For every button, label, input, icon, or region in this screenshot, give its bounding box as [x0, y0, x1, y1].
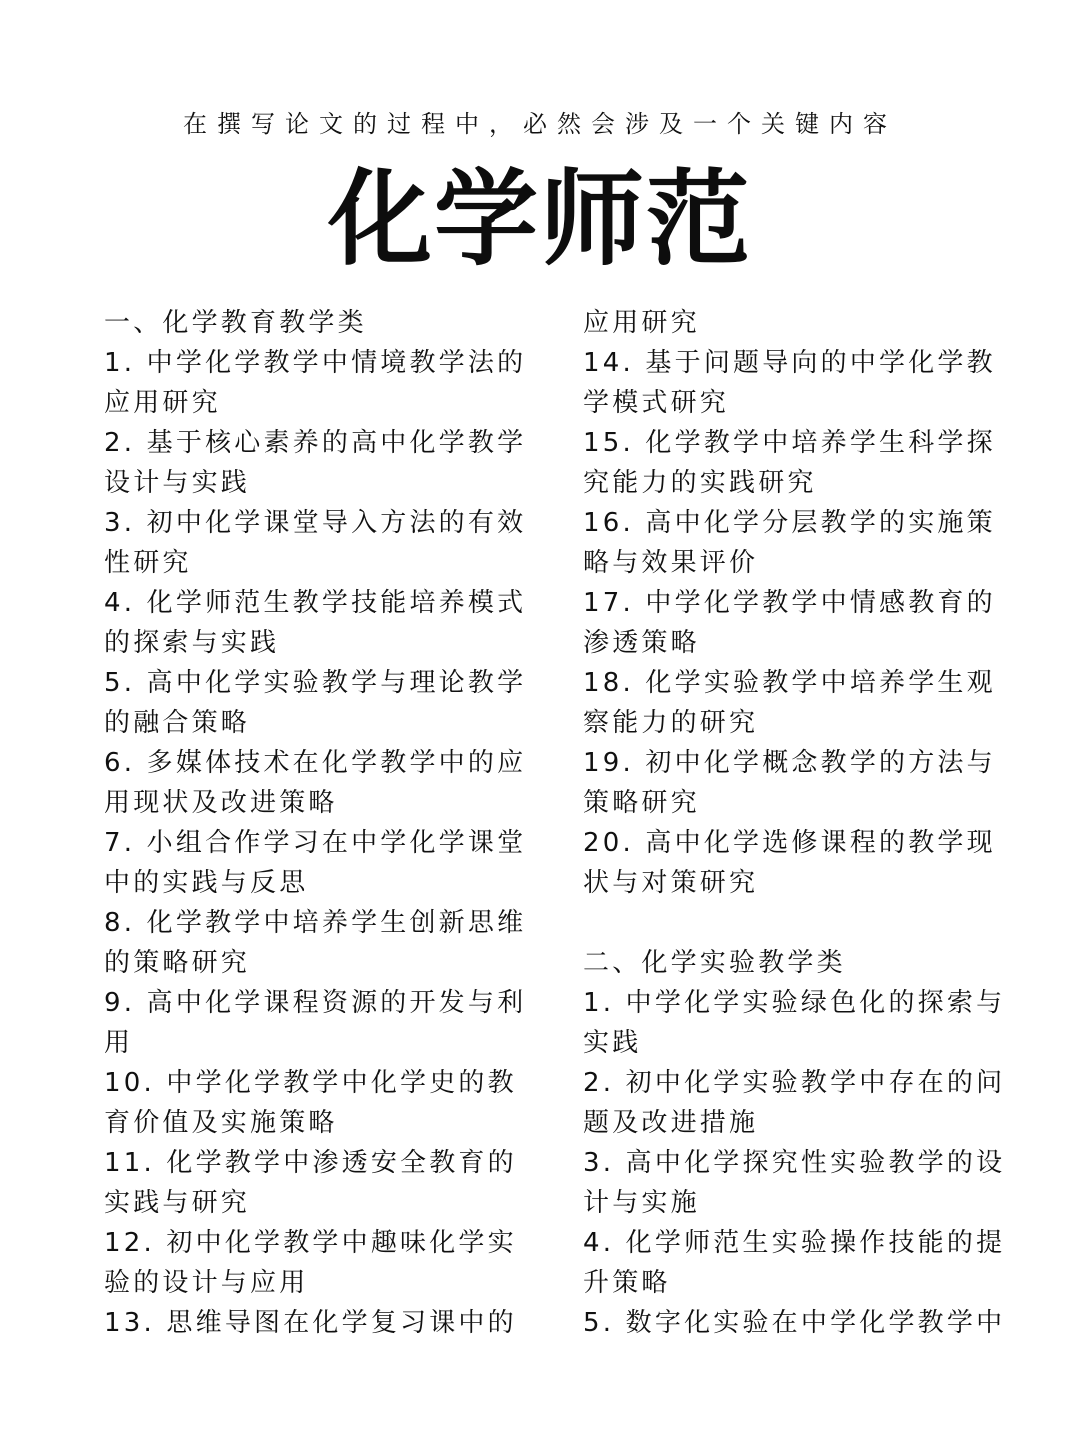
list-line: 3. 高中化学探究性实验教学的设	[583, 1148, 1006, 1178]
list-line: 13. 思维导图在化学复习课中的	[104, 1308, 517, 1338]
list-line: 14. 基于问题导向的中学化学教	[583, 348, 996, 378]
list-line: 19. 初中化学概念教学的方法与	[583, 748, 996, 778]
list-line: 计与实施	[583, 1188, 700, 1218]
list-line: 升策略	[583, 1268, 671, 1298]
list-line: 12. 初中化学教学中趣味化学实	[104, 1228, 517, 1258]
list-line: 2. 基于核心素养的高中化学教学	[104, 428, 527, 458]
list-line: 验的设计与应用	[104, 1268, 309, 1298]
list-line: 16. 高中化学分层教学的实施策	[583, 508, 996, 538]
list-line: 4. 化学师范生教学技能培养模式	[104, 588, 527, 618]
list-line: 5. 数字化实验在中学化学教学中	[583, 1308, 1006, 1338]
list-line: 应用研究	[583, 308, 700, 338]
left-column	[104, 303, 534, 1343]
list-line: 状与对策研究	[583, 868, 759, 898]
page-title: 化学师范	[327, 158, 752, 280]
list-line: 18. 化学实验教学中培养学生观	[583, 668, 996, 698]
list-line: 10. 中学化学教学中化学史的教	[104, 1068, 517, 1098]
list-line: 策略研究	[583, 788, 700, 818]
section-heading: 一、化学教育教学类	[104, 308, 367, 338]
list-line: 4. 化学师范生实验操作技能的提	[583, 1228, 1006, 1258]
list-line: 设计与实践	[104, 468, 251, 498]
list-line: 的融合策略	[104, 708, 251, 738]
list-line: 中的实践与反思	[104, 868, 309, 898]
list-line: 1. 中学化学实验绿色化的探索与	[583, 988, 1006, 1018]
list-line: 3. 初中化学课堂导入方法的有效	[104, 508, 527, 538]
list-line: 实践	[583, 1028, 642, 1058]
list-line: 9. 高中化学课程资源的开发与利	[104, 988, 527, 1018]
list-line: 察能力的研究	[583, 708, 759, 738]
list-line: 17. 中学化学教学中情感教育的	[583, 588, 996, 618]
list-line: 2. 初中化学实验教学中存在的问	[583, 1068, 1006, 1098]
list-line: 1. 中学化学教学中情境教学法的	[104, 348, 527, 378]
list-line: 渗透策略	[583, 628, 700, 658]
right-column	[583, 303, 1006, 1343]
list-line: 8. 化学教学中培养学生创新思维	[104, 908, 527, 938]
list-line: 实践与研究	[104, 1188, 251, 1218]
list-line: 11. 化学教学中渗透安全教育的	[104, 1148, 517, 1178]
list-line: 学模式研究	[583, 388, 730, 418]
list-line: 20. 高中化学选修课程的教学现	[583, 828, 996, 858]
list-line: 用	[104, 1028, 134, 1058]
list-line: 的策略研究	[104, 948, 251, 978]
list-line: 7. 小组合作学习在中学化学课堂	[104, 828, 527, 858]
page-subtitle: 在撰写论文的过程中，必然会涉及一个关键内容	[183, 110, 897, 138]
list-line: 6. 多媒体技术在化学教学中的应	[104, 748, 527, 778]
section-heading: 二、化学实验教学类	[583, 948, 846, 978]
list-line: 的探索与实践	[104, 628, 280, 658]
list-line: 育价值及实施策略	[104, 1108, 338, 1138]
list-line: 应用研究	[104, 388, 221, 418]
list-line: 用现状及改进策略	[104, 788, 338, 818]
list-line: 究能力的实践研究	[583, 468, 817, 498]
list-line: 5. 高中化学实验教学与理论教学	[104, 668, 527, 698]
list-line: 性研究	[104, 548, 192, 578]
section-spacer	[583, 903, 1003, 943]
list-line: 略与效果评价	[583, 548, 759, 578]
list-line: 15. 化学教学中培养学生科学探	[583, 428, 996, 458]
list-line: 题及改进措施	[583, 1108, 759, 1138]
